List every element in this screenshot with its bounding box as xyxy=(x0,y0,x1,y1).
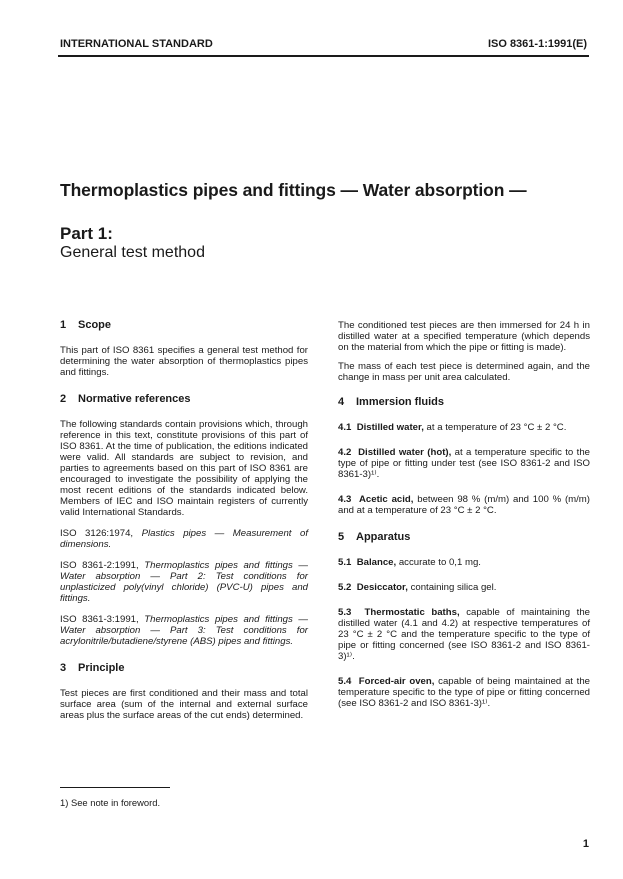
running-header xyxy=(60,38,587,54)
fluid-item: 4.2 Distilled water (hot), at a temperature specific to the type of pipe or fitting under test (see ISO 8361-2 and ISO 8361-3)¹⁾. xyxy=(338,447,590,480)
apparatus-item: 5.4 Forced-air oven, capable of being maintained at the temperature specific to the type of pipe or fitting concerned (see ISO 8361-2 and ISO 8361-3)¹⁾. xyxy=(338,676,590,709)
reference-item: ISO 8361-3:1991, Thermoplastics pipes and fittings — Water absorption — Part 3: Test conditions for acrylonitrile/butadiene/styrene (ABS) pipes and fittings. xyxy=(60,614,309,647)
reference-item: ISO 3126:1974, Plastics pipes — Measurement of dimensions. xyxy=(60,528,308,550)
right-column xyxy=(338,320,590,709)
section-heading-scope: 1 Scope xyxy=(60,319,112,331)
standard-type: INTERNATIONAL STANDARD xyxy=(60,38,213,50)
part-label: Part 1: xyxy=(60,224,113,243)
principle-text-2: The conditioned test pieces are then immersed for 24 h in distilled water at a specified temperature (which depends on the material from which the pipe or fitting is made). xyxy=(338,320,590,353)
apparatus-item: 5.2 Desiccator, containing silica gel. xyxy=(338,582,497,593)
page-number: 1 xyxy=(582,838,589,850)
apparatus-item: 5.1 Balance, accurate to 0,1 mg. xyxy=(338,557,481,568)
principle-text-1: Test pieces are first conditioned and their mass and total surface area (sum of the internal and external surface areas plus the surface areas of the cut ends) determined. xyxy=(60,688,308,721)
reference-item: ISO 8361-2:1991, Thermoplastics pipes and fittings — Water absorption — Part 2: Test conditions for unplasticized poly(vinyl chloride) (PVC-U) pipes and fittings. xyxy=(60,560,309,604)
footnote: 1) See note in foreword. xyxy=(60,797,161,808)
fluid-item: 4.3 Acetic acid, between 98 % (m/m) and 100 % (m/m) and at a temperature of 23 °C ± 2 °C. xyxy=(338,494,590,516)
document-title: Thermoplastics pipes and fittings — Water absorption — xyxy=(60,180,527,200)
standard-number: ISO 8361-1:1991(E) xyxy=(487,38,587,50)
section-heading-fluids: 4 Immersion fluids xyxy=(338,396,445,408)
left-column xyxy=(60,320,308,721)
header-rule xyxy=(58,55,589,57)
section-heading-references: 2 Normative references xyxy=(60,393,191,405)
section-heading-apparatus: 5 Apparatus xyxy=(338,531,411,543)
section-heading-principle: 3 Principle xyxy=(60,662,125,674)
fluid-item: 4.1 Distilled water, at a temperature of 23 °C ± 2 °C. xyxy=(338,422,567,433)
footnote-rule xyxy=(60,787,170,788)
part-subtitle: General test method xyxy=(60,244,205,261)
references-text: The following standards contain provisions which, through reference in this text, constitute provisions of this part of ISO 8361. At the time of publication, the editions indicated were valid. All standards are subject to revision, and parties to agreements based on this part of ISO 8361 are encouraged to investigate the possibility of applying the most recent editions of the standards indicated below. Members of IEC and ISO maintain registers of currently valid International Standards. xyxy=(60,419,308,518)
apparatus-item: 5.3 Thermostatic baths, capable of maintaining the distilled water (4.1 and 4.2) at respective temperatures of 23 °C ± 2 °C and the temperature specific to the type of pipe or fitting concerned (see ISO 8361-2 and ISO 8361-3)¹⁾. xyxy=(338,607,590,662)
scope-text: This part of ISO 8361 specifies a general test method for determining the water absorption of thermoplastics pipes and fittings. xyxy=(60,345,308,378)
principle-text-3: The mass of each test piece is determined again, and the change in mass per unit area calculated. xyxy=(338,361,590,383)
